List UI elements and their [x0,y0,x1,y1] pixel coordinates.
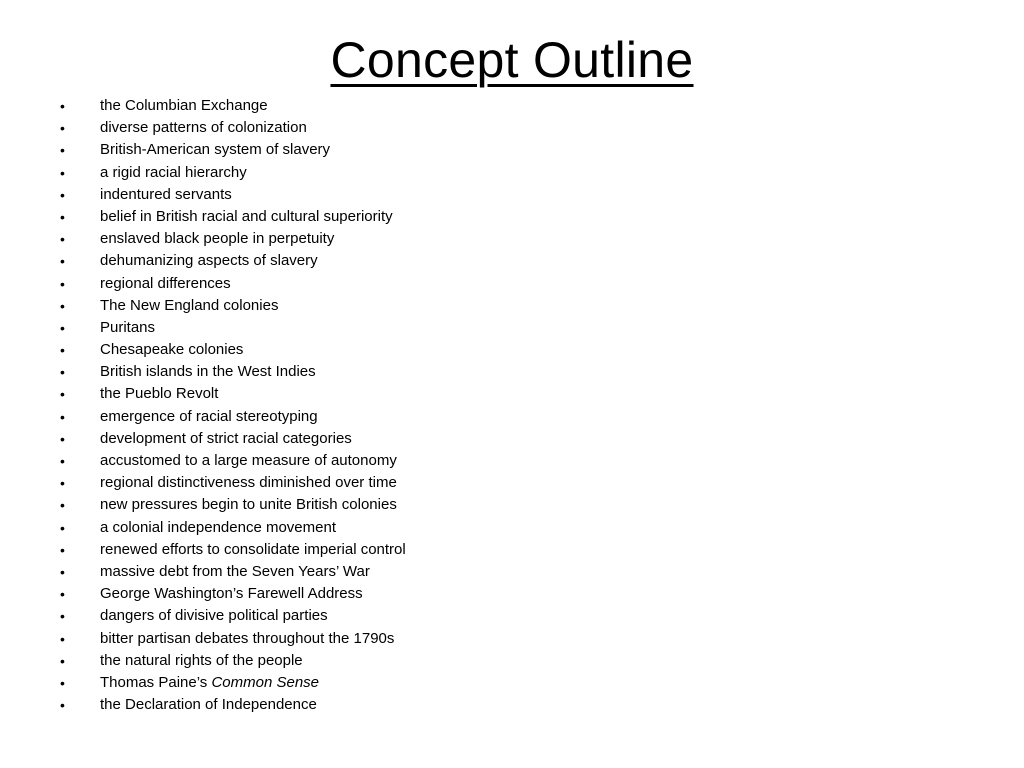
list-item [60,472,960,494]
list-item-text: new pressures begin to unite British colonies [100,496,397,514]
list-item-text: Puritans [100,318,156,336]
list-item [60,117,960,139]
list-item [60,583,960,605]
bullet-icon: • [60,164,65,181]
bullet-icon: • [60,652,65,669]
bullet-icon: • [60,275,65,292]
list-item-text: dehumanizing aspects of slavery [100,252,318,270]
bullet-icon: • [60,430,65,447]
list-item-text: Chesapeake colonies [100,341,244,359]
bullet-icon: • [60,541,65,558]
list-item [60,517,960,539]
list-item-text: the natural rights of the people [100,651,303,669]
bullet-icon: • [60,208,65,225]
list-item-text: the Declaration of Independence [100,696,317,714]
bullet-icon: • [60,386,65,403]
list-item-text: British islands in the West Indies [100,363,316,381]
list-item [60,139,960,161]
list-item [60,450,960,472]
bullet-icon: • [60,364,65,381]
bullet-icon: • [60,98,65,114]
list-item [60,628,960,650]
list-item-text: renewed efforts to consolidate imperial control [100,540,406,558]
list-item [60,361,960,383]
list-item [60,184,960,206]
list-item [60,295,960,317]
bullet-icon: • [60,342,65,359]
list-item-text: bitter partisan debates throughout the 1790s [100,629,395,647]
list-item [60,428,960,450]
list-item [60,539,960,561]
bullet-icon: • [60,186,65,203]
bullet-icon: • [60,630,65,647]
list-item [60,561,960,583]
list-item-italic-text: Common Sense [211,673,320,691]
list-item [60,694,960,716]
list-item [60,339,960,361]
slide-title [0,28,1024,92]
list-item [60,228,960,250]
list-item-text: emergence of racial stereotyping [100,407,318,425]
bullet-icon: • [60,497,65,514]
list-item-text: the Pueblo Revolt [100,385,219,403]
list-item [60,406,960,428]
bullet-icon: • [60,142,65,159]
concept-outline-list [60,95,960,716]
list-item-text: a colonial independence movement [100,518,336,536]
list-item [60,162,960,184]
bullet-icon: • [60,519,65,536]
bullet-icon: • [60,120,65,137]
bullet-icon: • [60,297,65,314]
bullet-icon: • [60,408,65,425]
bullet-icon: • [60,563,65,580]
list-item-text: the Columbian Exchange [100,97,268,114]
list-item [60,494,960,516]
bullet-icon: • [60,253,65,270]
bullet-icon: • [60,453,65,469]
bullet-icon: • [60,319,65,336]
list-item-text: regional distinctiveness diminished over time [100,474,397,492]
bullet-icon: • [60,674,65,691]
list-item [60,605,960,627]
bullet-icon: • [60,231,65,248]
list-item [60,383,960,405]
bullet-icon: • [60,608,65,625]
list-item-text: belief in British racial and cultural superiority [100,207,393,225]
list-item-text: George Washington’s Farewell Address [100,585,363,603]
list-item-text: enslaved black people in perpetuity [100,230,335,248]
bullet-icon: • [60,697,65,714]
bullet-icon: • [60,475,65,492]
list-item-text: indentured servants [100,185,232,203]
list-item-text: dangers of divisive political parties [100,607,328,625]
list-item-text: development of strict racial categories [100,429,352,447]
list-item [60,672,960,694]
list-item-text: massive debt from the Seven Years’ War [100,562,370,580]
list-item-text: Thomas Paine’s [100,673,212,691]
list-item-text: diverse patterns of colonization [100,119,307,137]
list-item [60,317,960,339]
list-item-text: regional differences [100,274,231,292]
bullet-icon: • [60,586,65,603]
list-item-text: a rigid racial hierarchy [100,163,247,181]
list-item [60,206,960,228]
list-item [60,95,960,117]
slide-title-text: Concept Outline [330,32,694,88]
list-item-text: The New England colonies [100,296,279,314]
list-item [60,273,960,295]
list-item-text: accustomed to a large measure of autonomy [100,452,397,469]
list-item [60,650,960,672]
list-item [60,250,960,272]
list-item-text: British-American system of slavery [100,141,331,159]
